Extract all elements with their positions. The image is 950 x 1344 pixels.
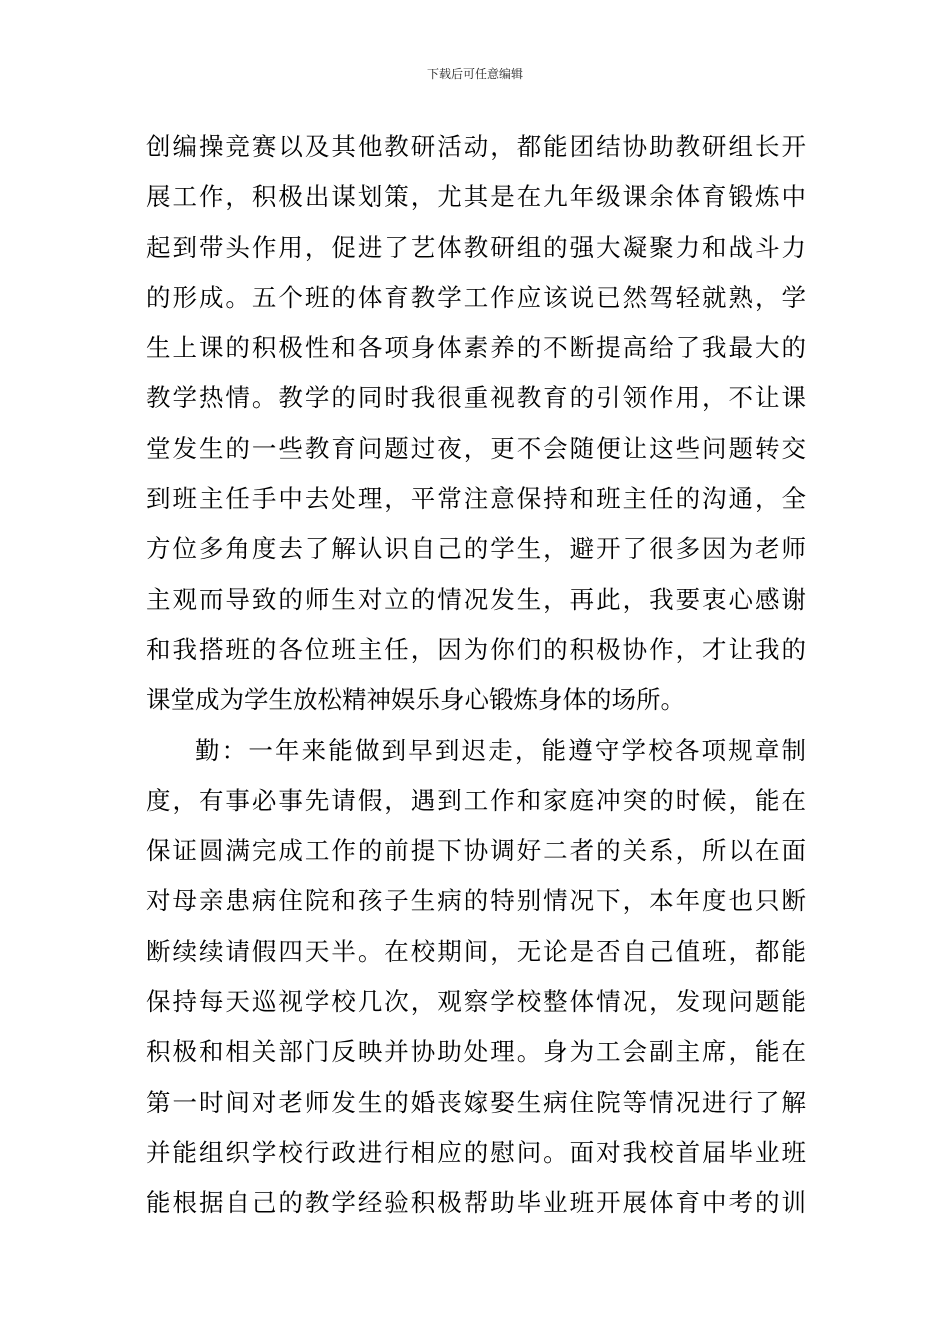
text-line: 和我搭班的各位班主任，因为你们的积极协作，才让我的 xyxy=(146,634,806,664)
text-line: 堂发生的一些教育问题过夜，更不会随便让这些问题转交 xyxy=(146,433,806,463)
text-line: 创编操竞赛以及其他教研活动，都能团结协助教研组长开 xyxy=(146,132,806,161)
text-line: 积极和相关部门反映并协助处理。身为工会副主席，能在 xyxy=(146,1037,806,1067)
text-line: 能根据自己的教学经验积极帮助毕业班开展体育中考的训 xyxy=(146,1188,806,1218)
text-line: 断续续请假四天半。在校期间，无论是否自己值班，都能 xyxy=(146,936,806,966)
text-line: 起到带头作用，促进了艺体教研组的强大凝聚力和战斗力 xyxy=(146,232,806,262)
text-line: 教学热情。教学的同时我很重视教育的引领作用，不让课 xyxy=(146,383,806,413)
text-line: 度，有事必事先请假，遇到工作和家庭冲突的时候，能在 xyxy=(146,785,806,815)
paragraph-1 xyxy=(146,122,806,726)
text-line: 展工作，积极出谋划策，尤其是在九年级课余体育锻炼中 xyxy=(146,182,806,212)
page-header: 下载后可任意编辑 xyxy=(426,67,523,81)
text-line: 到班主任手中去处理，平常注意保持和班主任的沟通，全 xyxy=(146,484,806,514)
paragraph-2 xyxy=(146,726,806,1229)
text-line: 勤：一年来能做到早到迟走，能遵守学校各项规章制 xyxy=(195,735,806,765)
text-line: 课堂成为学生放松精神娱乐身心锻炼身体的场所。 xyxy=(146,685,685,715)
text-line: 第一时间对老师发生的婚丧嫁娶生病住院等情况进行了解 xyxy=(146,1087,806,1117)
text-line: 对母亲患病住院和孩子生病的特别情况下，本年度也只断 xyxy=(146,886,806,916)
text-line: 保持每天巡视学校几次，观察学校整体情况，发现问题能 xyxy=(146,987,806,1017)
text-line: 的形成。五个班的体育教学工作应该说已然驾轻就熟，学 xyxy=(146,282,806,312)
text-line: 主观而导致的师生对立的情况发生，再此，我要衷心感谢 xyxy=(146,584,806,614)
text-line: 生上课的积极性和各项身体素养的不断提高给了我最大的 xyxy=(146,333,806,363)
text-line: 并能组织学校行政进行相应的慰问。面对我校首届毕业班 xyxy=(146,1137,806,1167)
text-line: 保证圆满完成工作的前提下协调好二者的关系，所以在面 xyxy=(146,836,806,866)
text-line: 方位多角度去了解认识自己的学生，避开了很多因为老师 xyxy=(146,534,806,564)
document-body xyxy=(146,122,806,1229)
